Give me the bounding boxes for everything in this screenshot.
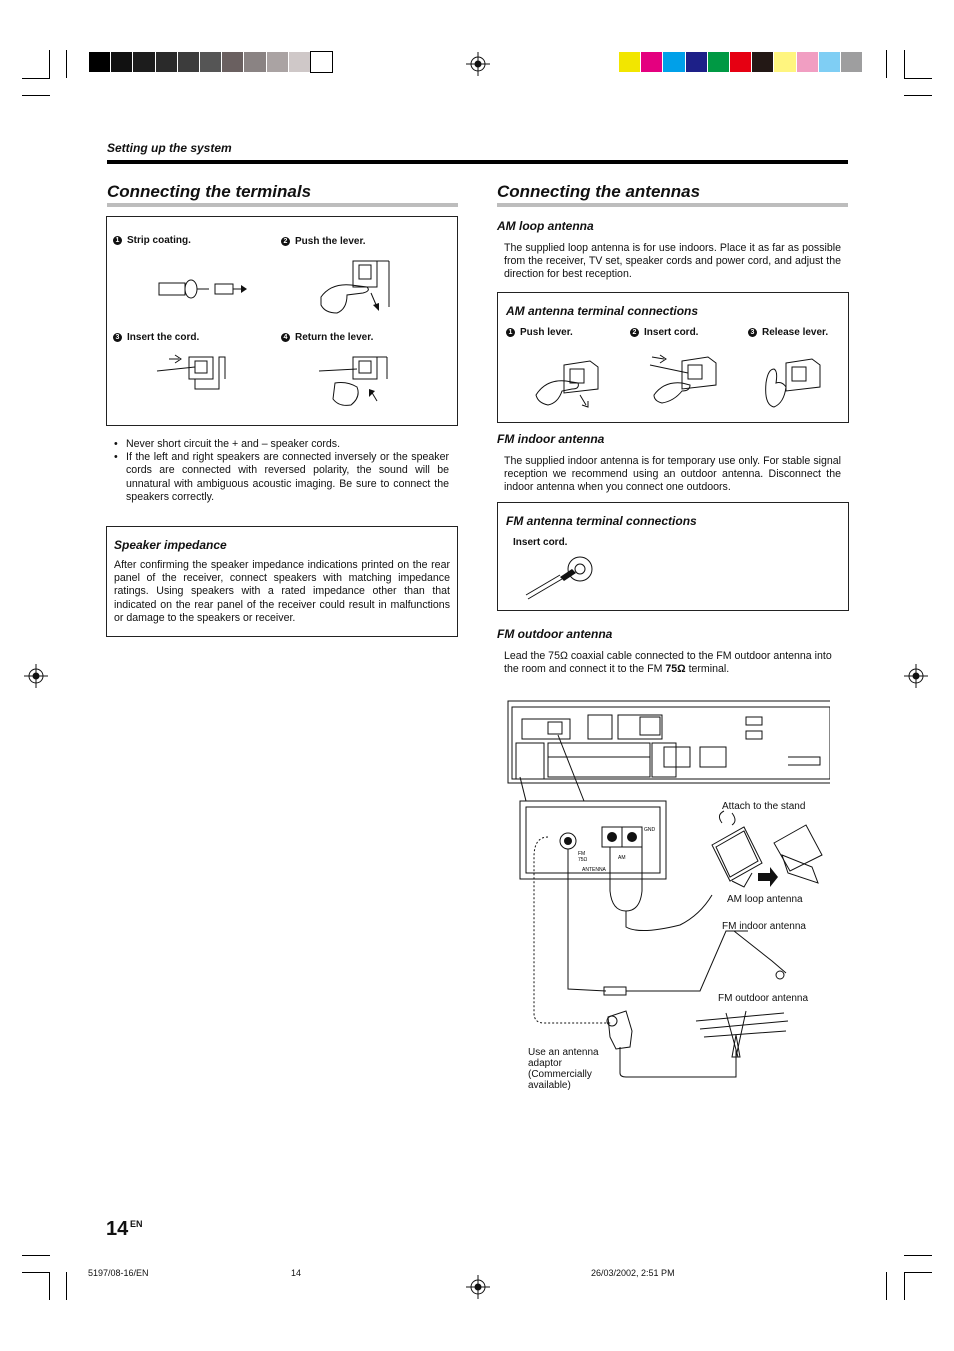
push-lever-illustration (317, 257, 397, 319)
am-loop-text: The supplied loop antenna is for use indoors. Place it as far as possible from the receiver, TV set, speaker cords and power cord, and adjust the direction for best reception. (504, 242, 841, 281)
speaker-impedance-title: Speaker impedance (114, 538, 227, 552)
am-terminal-title: AM antenna terminal connections (506, 304, 699, 318)
attach-stand-label: Attach to the stand (722, 801, 806, 812)
fm-insert-cord-illustration (516, 553, 606, 605)
crop-mark (66, 50, 67, 78)
fm-outdoor-label: FM outdoor antenna (718, 993, 809, 1004)
color-swatch (619, 52, 640, 72)
step-push-lever: 2 Push the lever. (281, 236, 366, 247)
panel-antenna-label: ANTENNA (582, 867, 606, 873)
registration-mark-icon (466, 1275, 490, 1299)
color-swatch (819, 52, 840, 72)
footer-page: 14 (291, 1268, 302, 1278)
speaker-impedance-text: After confirming the speaker impedance indications printed on the rear panel of the receiver, connect speakers with matching impedance ratings. Using speakers with a rated impedance other than that indicated on the rear panel of the receiver could result in malfunctions or damage to the speakers or receiver. (114, 559, 450, 624)
crop-mark (904, 50, 905, 78)
panel-am-label: AM (618, 855, 626, 861)
crop-mark (886, 1272, 887, 1300)
color-swatch (752, 52, 773, 72)
fm-indoor-label: FM indoor antenna (722, 921, 806, 932)
title-rule (497, 203, 848, 207)
page-lang: EN (130, 1219, 143, 1229)
section-header: Setting up the system (107, 141, 232, 155)
crop-mark (886, 50, 887, 78)
color-swatch (311, 52, 332, 72)
color-swatch (244, 52, 265, 72)
color-swatch (267, 52, 288, 72)
step-insert-cord: 3 Insert the cord. (113, 332, 199, 343)
am-loop-label: AM loop antenna (727, 894, 803, 905)
footer-code: 5197/08-16/EN (88, 1268, 149, 1278)
crop-mark (22, 1272, 50, 1273)
panel-75-label: 75Ω (578, 857, 588, 863)
color-swatch (178, 52, 199, 72)
speaker-impedance-box (106, 526, 458, 637)
header-rule (107, 160, 848, 164)
fm-step-insert-cord: Insert cord. (513, 537, 568, 548)
crop-mark (904, 95, 932, 96)
registration-mark-icon (466, 52, 490, 76)
color-swatch (222, 52, 243, 72)
am-step-push-lever: 1 Push lever. (506, 327, 573, 338)
am-release-lever-illustration (760, 357, 826, 413)
crop-mark (904, 78, 932, 79)
step-strip-coating: 1 Strip coating. (113, 235, 191, 246)
color-swatch (133, 52, 154, 72)
registration-mark-icon (904, 664, 928, 688)
panel-gnd-label: GND (644, 827, 656, 833)
crop-mark (49, 50, 50, 78)
fm-indoor-text: The supplied indoor antenna is for temporary use only. For stable signal reception we recommend using an outdoor antenna. Disconnect the indoor antenna when you connect one outdoors. (504, 455, 841, 494)
crop-mark (66, 1272, 67, 1300)
terminals-title: Connecting the terminals (107, 182, 312, 201)
note-item: • Never short circuit the + and – speaker cords. (108, 438, 449, 451)
antennas-title: Connecting the antennas (497, 182, 701, 201)
adaptor-label: Use an antenna adaptor (Commercially available) (528, 1047, 599, 1091)
color-swatch (730, 52, 751, 72)
return-lever-illustration (317, 353, 397, 411)
crop-mark (22, 95, 50, 96)
fm-terminal-box (497, 502, 849, 611)
color-swatch (89, 52, 110, 72)
am-push-lever-illustration (534, 359, 604, 411)
color-swatch (641, 52, 662, 72)
crop-mark (49, 1272, 50, 1300)
step-return-lever: 4 Return the lever. (281, 332, 373, 343)
page-number: 14 (106, 1218, 129, 1240)
fm-outdoor-title: FM outdoor antenna (497, 627, 613, 641)
color-swatch (111, 52, 132, 72)
insert-cord-illustration (155, 353, 235, 397)
note-item: • If the left and right speakers are connected inversely or the speaker cords are connected with reversed polarity, the sound will be unnatural with ambiguous acoustic imaging. Be sure to connect the speakers correctly. (108, 451, 449, 504)
color-swatch (663, 52, 684, 72)
crop-mark (904, 1272, 905, 1300)
title-rule (107, 203, 458, 207)
am-terminal-box (497, 292, 849, 423)
crop-mark (904, 1255, 932, 1256)
color-swatch (797, 52, 818, 72)
color-swatch (289, 52, 310, 72)
panel-fm-label: FM (578, 851, 586, 857)
fm-indoor-title: FM indoor antenna (497, 432, 605, 446)
color-swatch (200, 52, 221, 72)
am-insert-cord-illustration (646, 351, 726, 407)
color-swatch (841, 52, 862, 72)
fm-outdoor-text: Lead the 75Ω coaxial cable connected to the FM outdoor antenna into the room and connect it to the FM 75Ω terminal. (504, 650, 832, 676)
footer-date: 26/03/2002, 2:51 PM (591, 1268, 675, 1278)
am-step-insert-cord: 2 Insert cord. (630, 327, 698, 338)
crop-mark (904, 1272, 932, 1273)
fm-terminal-title: FM antenna terminal connections (506, 514, 697, 528)
color-swatch (686, 52, 707, 72)
color-swatch (156, 52, 177, 72)
terminal-notes (108, 438, 449, 504)
crop-mark (22, 78, 50, 79)
registration-mark-icon (24, 664, 48, 688)
am-step-release-lever: 3 Release lever. (748, 327, 828, 338)
color-swatch (774, 52, 795, 72)
am-loop-title: AM loop antenna (497, 219, 594, 233)
terminal-steps-box (106, 216, 458, 426)
strip-coating-illustration (155, 275, 250, 305)
crop-mark (22, 1255, 50, 1256)
color-swatch (708, 52, 729, 72)
